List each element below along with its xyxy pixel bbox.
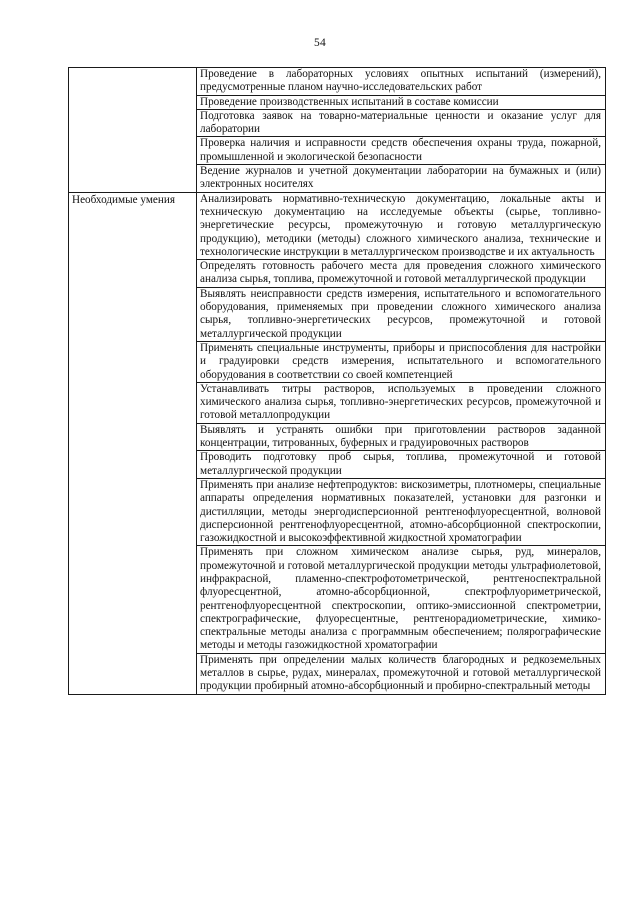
- table-cell: Выявлять неисправности средств измерения, испытательного и вспомогательного оборудования, применяемых при проведении сложного химического анализа сырья, топливно-энергетических ресурсов, промежуточной и готовой металлургической продукции: [197, 287, 606, 341]
- table-cell: Проведение в лабораторных условиях опытных испытаний (измерений), предусмотренные планом научно-исследовательских работ: [197, 68, 606, 96]
- table-cell: Применять при сложном химическом анализе сырья, руд, минералов, промежуточной и готовой металлургической продукции методы ультрафиолетовой, инфракрасной, пламенно-спектрофотометрической, рентгеноспектральной флуоресцентной, атомно-абсорбционной, спектрофлуориметрической, рентгенофлуоресцентной спектроскопии, оптико-эмиссионной спектрометрии, спектрографические, флуоресцентные, рентгенорадиометрические, химико-спектральные методы анализа с программным обеспечением; полярографические методы и методы газожидкостной хроматографии: [197, 546, 606, 653]
- table-row: [69, 192, 606, 259]
- competency-table: [68, 67, 606, 695]
- table-cell: Применять специальные инструменты, приборы и приспособления для настройки и градуировки средств измерения, испытательного и вспомогательного оборудования в соответствии со своей компетенцией: [197, 341, 606, 382]
- table-cell: Устанавливать титры растворов, используемых в проведении сложного химического анализа сырья, топливно-энергетических ресурсов, промежуточной и готовой металлопродукции: [197, 382, 606, 423]
- table-cell: Применять при анализе нефтепродуктов: вискозиметры, плотномеры, специальные аппараты определения нормативных показателей, установки для разгонки и дистилляции, методы энергодисперсионной рентгенофлуоресцентной, волновой дисперсионной рентгенофлуоресцентной, атомно-абсорбционной спектроскопии, газожидкостной и высокоэффективной жидкостной хроматографии: [197, 478, 606, 545]
- table-cell: Подготовка заявок на товарно-материальные ценности и оказание услуг для лаборатории: [197, 109, 606, 137]
- table-row: [69, 68, 606, 96]
- section-label-skills: Необходимые умения: [69, 192, 197, 694]
- table-cell: Проверка наличия и исправности средств обеспечения охраны труда, пожарной, промышленной и экологической безопасности: [197, 137, 606, 165]
- table-cell: Проведение производственных испытаний в составе комиссии: [197, 95, 606, 109]
- table-cell: Определять готовность рабочего места для проведения сложного химического анализа сырья, топлива, промежуточной и готовой металлургической продукции: [197, 260, 606, 288]
- table-cell: Применять при определении малых количеств благородных и редкоземельных металлов в сырье, рудах, минералах, промежуточной и готовой металлургической продукции пробирный атомно-абсорбционный и пробирно-спектральный методы: [197, 653, 606, 694]
- table-cell: Выявлять и устранять ошибки при приготовлении растворов заданной концентрации, титрованных, буферных и градуировочных растворов: [197, 423, 606, 451]
- table-cell: Ведение журналов и учетной документации лаборатории на бумажных и (или) электронных носителях: [197, 165, 606, 193]
- section-label-empty: [69, 68, 197, 193]
- table-cell: Проводить подготовку проб сырья, топлива, промежуточной и готовой металлургической продукции: [197, 451, 606, 479]
- page-number: 54: [313, 37, 327, 49]
- table-cell: Анализировать нормативно-техническую документацию, локальные акты и техническую документацию на исследуемые объекты (сырье, топливно-энергетические ресурсы, промежуточную и готовую металлургическую продукцию), методики (методы) сложного химического анализа, технические и технологические инструкции в металлургическом производстве и их актуальность: [197, 192, 606, 259]
